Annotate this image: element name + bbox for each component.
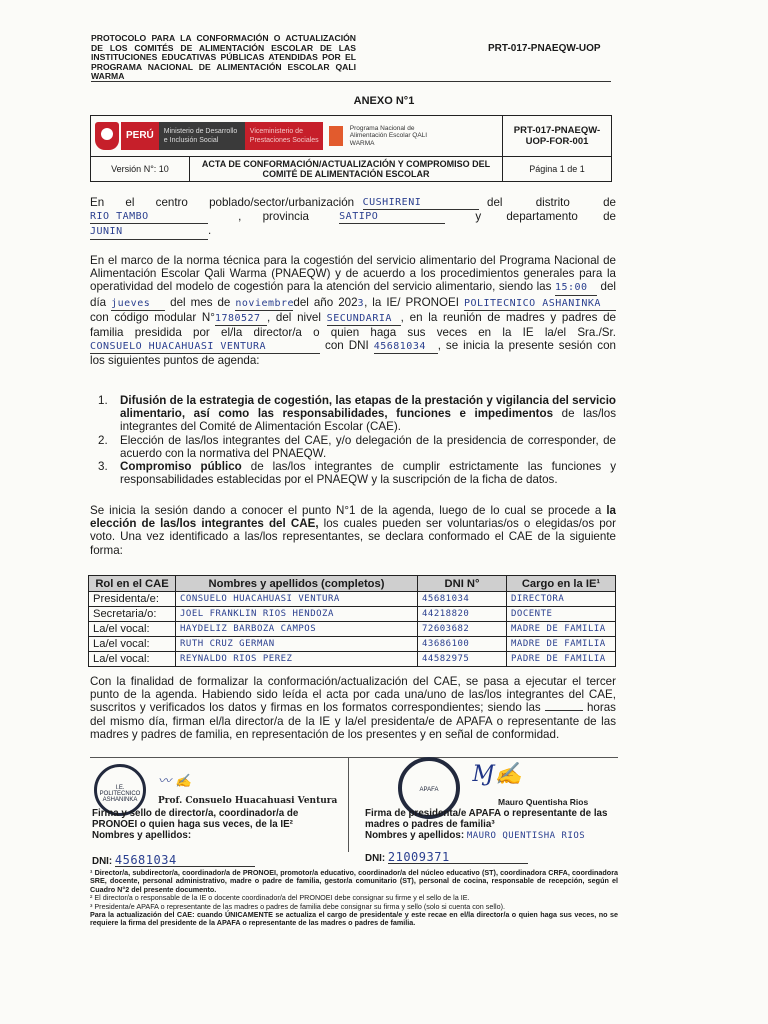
p2-text-1: Se inicia la sesión dando a conocer el punto N°1 de la agenda, luego de lo cual se procede a xyxy=(90,504,607,517)
agenda-item: 1. Difusión de la estrategia de cogestión, las etapas de la prestación y vigilancia del servicio alimentario, así como las responsabilidades, funciones e impedimentos de las/los integrantes del Comité de Alimentación Escolar (CAE). xyxy=(98,394,616,434)
director-sign-name: Prof. Consuelo Huacahuasi Ventura xyxy=(158,796,338,806)
header-rule xyxy=(91,81,611,82)
anio-value: 3 xyxy=(357,297,365,309)
version: Versión N°: 10 xyxy=(91,157,190,182)
col-cargo: Cargo en la IE¹ xyxy=(507,576,616,592)
footnote-4: Para la actualización del CAE: cuando ÚNICAMENTE se actualiza el cargo de presidenta/e y este recae en el/la director/a o quien haga sus veces, no se requiere la firma del presidente de la APAFA o representante de las madres o padres de familia. xyxy=(90,910,618,928)
right-signature-block xyxy=(365,808,617,864)
footnote-2: ² El director/a o responsable de la IE o docente coordinador/a del PRONOEI debe consignar su firme y el sello de la IE. xyxy=(90,893,470,903)
col-nombres: Nombres y apellidos (completos) xyxy=(176,576,418,592)
form-code: PRT-017-PNAEQW-UOP-FOR-001 xyxy=(503,116,612,157)
codigo-modular-value: 1780527 xyxy=(215,312,267,326)
nivel-value: SECUNDARIA xyxy=(327,312,401,326)
signature-divider xyxy=(348,757,349,852)
footnote-1: ¹ Director/a, subdirector/a, coordinador/a de PRONOEI, promotor/a educativo, coordinador/a del núcleo educativo (ST), coordinadora CRFA, coordinadora SRE, docente, personal administrativo, madre o padre de familia, gestor/a comunitario (ST), personal de cocina, responsable de recepción, según el Cuadro N°2 del presente documento. xyxy=(90,868,618,894)
p1-text-10: , se inicia la presente sesión con los siguientes puntos de agenda: xyxy=(90,339,616,368)
presidente-value: CONSUELO HUACAHUASI VENTURA xyxy=(90,340,320,354)
agenda-item: 2. Elección de las/los integrantes del CAE, y/o delegación de la presidencia de corresponder, de acuerdo con la normativa del PNAEQW. xyxy=(98,433,616,460)
school-stamp-text: I.E. POLITECNICO ASHANINKA xyxy=(99,785,141,803)
apafa-sign-name: Mauro Quentisha Rios xyxy=(498,797,589,807)
left-dni-value: 45681034 xyxy=(115,855,255,867)
p1-text-7: , del nivel xyxy=(266,310,321,324)
table-row: La/el vocal: RUTH CRUZ GERMAN 43686100 MADRE DE FAMILIA xyxy=(89,637,616,652)
table-row: Secretaria/o: JOEL FRANKLIN RIOS HENDOZA 44218820 DOCENTE xyxy=(89,607,616,622)
intro-text-4: y departamento de xyxy=(475,210,616,224)
protocol-code: PRT-017-PNAEQW-UOP xyxy=(488,43,601,54)
dia-value: jueves xyxy=(111,297,165,311)
p1-text-6: con código modular N° xyxy=(90,310,215,324)
logo-cell xyxy=(91,116,503,157)
vice-ministry-logo: Viceministerio de Prestaciones Sociales xyxy=(245,122,323,150)
intro-text-5: . xyxy=(208,224,212,238)
p1-text-5: , la IE/ PRONOEI xyxy=(364,295,459,309)
signature-top-rule xyxy=(90,757,618,758)
ie-value: POLITECNICO ASHANINKA xyxy=(464,297,616,311)
hora-firma-blank xyxy=(545,710,583,711)
centro-poblado-value: CUSHIRENI xyxy=(363,196,479,210)
right-name-value: MAURO QUENTISHA RIOS xyxy=(466,831,586,841)
col-dni: DNI N° xyxy=(418,576,507,592)
presidente-dni-value: 45681034 xyxy=(374,340,438,354)
p3-text-1: Con la finalidad de formalizar la conformación/actualización del CAE, se pasa a ejecutar el tercer punto de la agenda. Habiendo sido leída el acta por cada una/uno de las/los integrantes del CAE, suscritos y verificados los datos y firmas en los formatos correspondientes; siendo las xyxy=(90,675,616,715)
p2-text-2: los cuales pueden ser voluntarias/os o elegidas/os por voto. Una vez identificado a las/los representantes, se declara conformado el CAE de la siguiente forma: xyxy=(90,517,616,557)
paragraph-2 xyxy=(90,504,616,557)
right-dni-value: 21009371 xyxy=(388,852,528,864)
footnote-3: ³ Presidenta/e APAFA o representante de las madres o padres de familia debe consignar su firma y sello (solo si cuenta con sello). xyxy=(90,901,505,911)
right-sign-label: Firma de presidenta/e APAFA o representante de las madres o padres de familia³ xyxy=(365,808,608,830)
table-row: Presidenta/e: CONSUELO HUACAHUASI VENTURA 45681034 DIRECTORA xyxy=(89,592,616,607)
apafa-stamp-text: APAFA xyxy=(419,787,439,793)
p1-text-3: del mes de xyxy=(170,295,231,309)
intro-text-2: del distrito de xyxy=(487,196,616,209)
paragraph-3 xyxy=(90,675,616,741)
agenda-list xyxy=(98,394,616,486)
left-name-label: Nombres y apellidos: xyxy=(92,830,192,841)
right-name-label: Nombres y apellidos: xyxy=(365,830,465,841)
peru-logo: PERÚ xyxy=(121,122,159,150)
departamento-value: JUNIN xyxy=(90,225,208,239)
annex-title: ANEXO N°1 xyxy=(353,95,415,107)
provincia-value: SATIPO xyxy=(339,210,445,224)
left-dni-label: DNI: xyxy=(92,856,113,867)
apafa-signature: Ɱ✍ xyxy=(472,762,522,787)
p1-text-9: con DNI xyxy=(325,339,369,353)
peru-shield-icon xyxy=(95,122,119,150)
mes-value: noviembre xyxy=(235,297,293,311)
agenda-item: 3. Compromiso público de las/los integrantes de cumplir estrictamente las funciones y responsabilidades establecidas por el PNAEQW y la suscripción de la ficha de datos. xyxy=(98,460,617,487)
footnotes xyxy=(90,869,618,928)
left-sign-label: Firma y sello de director/a, coordinador/a de PRONOEI o quien haga sus veces, de la IE² xyxy=(92,808,299,830)
intro-text-3: , provincia xyxy=(238,210,309,224)
right-dni-label: DNI: xyxy=(365,853,386,864)
p2-bold: la elección de las/los integrantes del CAE, xyxy=(90,504,616,531)
cae-members-table xyxy=(88,575,616,667)
left-signature-block xyxy=(92,808,332,867)
p1-text-1: En el marco de la norma técnica para la cogestión del servicio alimentario del Programa Nacional de Alimentación Escolar Qali Warma (PNAEQW) y de acuerdo a los procedimientos generales para la operatividad del modelo de cogestión para la atención del servicio alimentario, siendo las xyxy=(90,254,616,294)
hora-value: 15:00 xyxy=(555,281,597,295)
program-logo: Programa Nacional de Alimentación Escolar QALI WARMA xyxy=(349,124,428,147)
paragraph-1 xyxy=(90,254,616,368)
director-signature: 〰 ✍ xyxy=(158,774,192,789)
ministry-logo: Ministerio de Desarrollo e Inclusión Social xyxy=(159,122,245,150)
acta-title: ACTA DE CONFORMACIÓN/ACTUALIZACIÓN Y COMPROMISO DEL COMITÉ DE ALIMENTACIÓN ESCOLAR xyxy=(190,157,503,182)
col-rol: Rol en el CAE xyxy=(89,576,176,592)
intro-text-1: En el centro poblado/sector/urbanización xyxy=(90,196,355,209)
p3-text-2: horas del mismo día, firman el/la director/a de la IE y la/el presidenta/e de APAFA o representante de las madres y padres de familia, en representación de los presentes y en señal de conformidad. xyxy=(90,701,616,741)
protocol-title: PROTOCOLO PARA LA CONFORMACIÓN O ACTUALIZACIÓN DE LOS COMITÉS DE ALIMENTACIÓN ESCOLAR DE LAS INSTITUCIONES EDUCATIVAS PÚBLICAS ATENDIDAS POR EL PROGRAMA NACIONAL DE ALIMENTACIÓN ESCOLAR QALI WARMA xyxy=(91,33,356,82)
p1-text-8: , en la reunión de madres y padres de familia presidida por el/la director/a o quien haga sus veces en la IE la/el Sra./Sr. xyxy=(90,310,616,340)
distrito-value: RIO TAMBO xyxy=(90,210,208,224)
table-row: La/el vocal: HAYDELIZ BARBOZA CAMPOS 72603682 MADRE DE FAMILIA xyxy=(89,622,616,637)
p1-text-4: del año 202 xyxy=(293,295,358,309)
document-header-table xyxy=(90,115,612,182)
table-row: La/el vocal: REYNALDO RIOS PEREZ 44582975 PADRE DE FAMILIA xyxy=(89,652,616,667)
intro-paragraph xyxy=(90,196,616,240)
p1-text-2: del día xyxy=(90,280,616,309)
qali-warma-icon xyxy=(329,126,343,146)
page-number: Página 1 de 1 xyxy=(503,157,612,182)
